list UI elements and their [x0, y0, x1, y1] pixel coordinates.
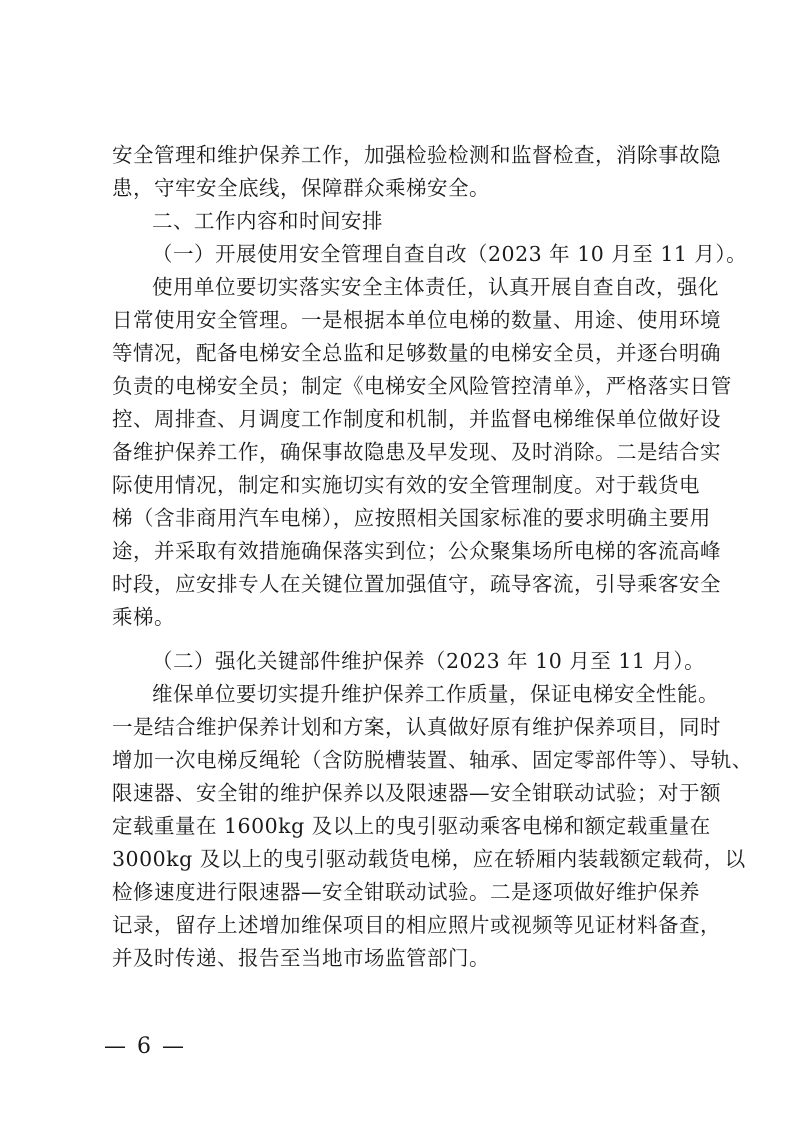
sub2-line-8: 记录，留存上述增加维保项目的相应照片或视频等见证材料备查，: [112, 913, 721, 937]
sub2-line-7: 检修速度进行限速器—安全钳联动试验。二是逐项做好维护保养: [112, 880, 700, 904]
sub1-line-8: 梯（含非商用汽车电梯），应按照相关国家标准的要求明确主要用: [112, 506, 711, 530]
sub2-heading: （二）强化关键部件维护保养（2023 年 10 月至 11 月）。: [152, 649, 706, 673]
sub1-line-9: 途，并采取有效措施确保落实到位；公众聚集场所电梯的客流高峰: [112, 539, 721, 563]
sub2-line-5: 定载重量在 1600kg 及以上的曳引驱动乘客电梯和额定载重量在: [112, 814, 711, 838]
sub2-line-4: 限速器、安全钳的维护保养以及限速器—安全钳联动试验；对于额: [112, 781, 721, 805]
sub2-line-1: 维保单位要切实提升维护保养工作质量，保证电梯安全性能。: [152, 682, 719, 706]
intro-line-2: 患，守牢安全底线，保障群众乘梯安全。: [112, 176, 490, 200]
sub1-line-10: 时段，应安排专人在关键位置加强值守，疏导客流，引导乘客安全: [112, 572, 721, 596]
section-heading: 二、工作内容和时间安排: [152, 209, 383, 233]
sub1-line-3: 等情况，配备电梯安全总监和足够数量的电梯安全员，并逐台明确: [112, 341, 721, 365]
sub2-line-2: 一是结合维护保养计划和方案，认真做好原有维护保养项目，同时: [112, 715, 721, 739]
sub1-line-7: 际使用情况，制定和实施切实有效的安全管理制度。对于载货电: [112, 473, 700, 497]
sub1-line-2: 日常使用安全管理。一是根据本单位电梯的数量、用途、使用环境: [112, 308, 721, 332]
sub1-line-5: 控、周排查、月调度工作制度和机制，并监督电梯维保单位做好设: [112, 407, 721, 431]
sub1-line-1: 使用单位要切实落实安全主体责任，认真开展自查自改，强化: [152, 275, 719, 299]
sub1-line-4: 负责的电梯安全员；制定《电梯安全风险管控清单》，严格落实日管: [112, 374, 732, 398]
sub1-line-11: 乘梯。: [112, 605, 175, 629]
intro-line-1: 安全管理和维护保养工作，加强检验检测和监督检查，消除事故隐: [112, 143, 721, 167]
page-number: — 6 —: [104, 1034, 186, 1059]
sub1-line-6: 备维护保养工作，确保事故隐患及早发现、及时消除。二是结合实: [112, 440, 721, 464]
sub1-heading: （一）开展使用安全管理自查自改（2023 年 10 月至 11 月）。: [152, 242, 748, 266]
sub2-line-9: 并及时传递、报告至当地市场监管部门。: [112, 946, 490, 970]
sub2-line-6: 3000kg 及以上的曳引驱动载货电梯，应在轿厢内装载额定载荷，以: [112, 847, 746, 871]
sub2-line-3: 增加一次电梯反绳轮（含防脱槽装置、轴承、固定零部件等）、导轨、: [112, 748, 753, 772]
